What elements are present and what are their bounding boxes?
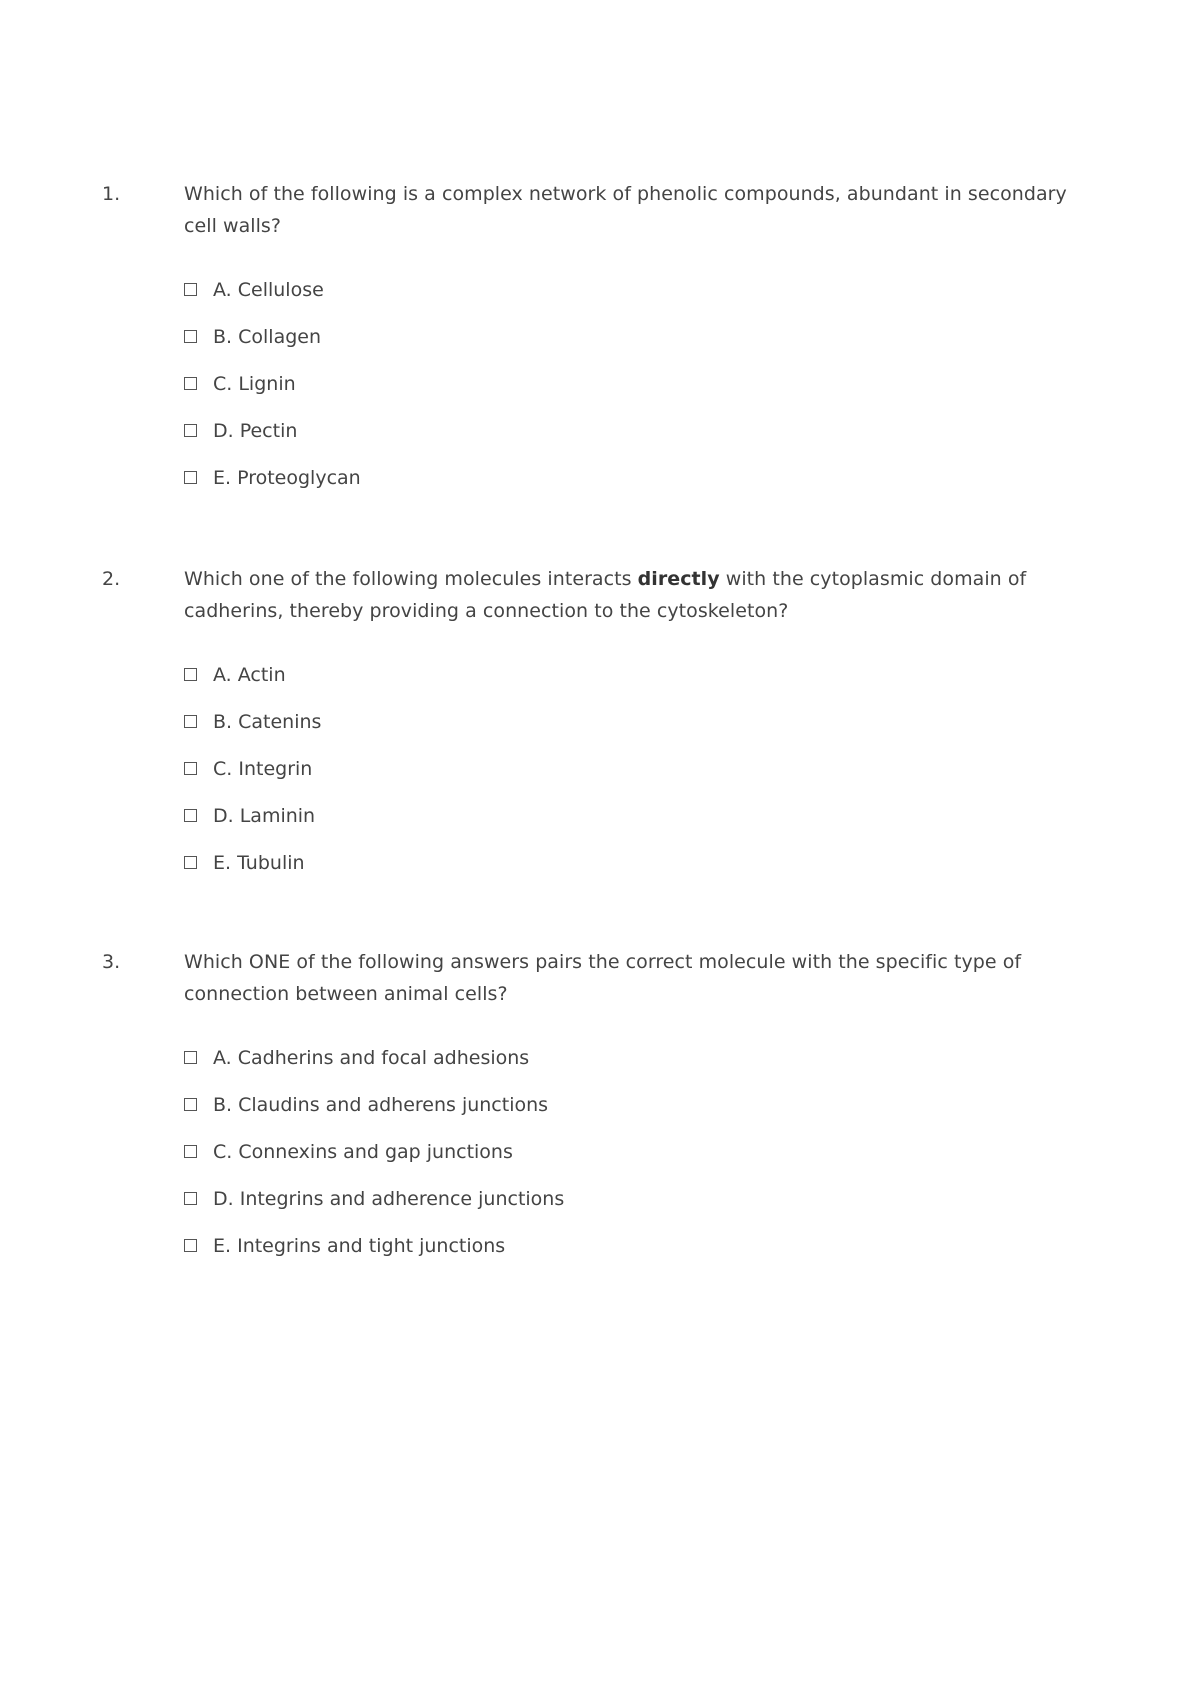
answer-option[interactable] xyxy=(184,792,1084,839)
answer-options xyxy=(184,1034,1084,1269)
checkbox-icon[interactable] xyxy=(184,283,197,296)
question-text-part: Which of the following is a complex network of phenolic compounds, abundant in secondary cell walls? xyxy=(184,183,1067,237)
checkbox-icon[interactable] xyxy=(184,330,197,343)
checkbox-icon[interactable] xyxy=(184,1051,197,1064)
checkbox-icon[interactable] xyxy=(184,1239,197,1252)
option-label: E. Proteoglycan xyxy=(213,466,361,489)
option-label: B. Collagen xyxy=(213,325,321,348)
option-label: E. Tubulin xyxy=(213,851,305,874)
answer-option[interactable] xyxy=(184,1081,1084,1128)
question-number: 2. xyxy=(102,568,121,590)
checkbox-icon[interactable] xyxy=(184,809,197,822)
option-label: D. Pectin xyxy=(213,419,298,442)
checkbox-icon[interactable] xyxy=(184,668,197,681)
option-label: D. Integrins and adherence junctions xyxy=(213,1187,565,1210)
option-label: C. Integrin xyxy=(213,757,313,780)
option-label: B. Catenins xyxy=(213,710,322,733)
checkbox-icon[interactable] xyxy=(184,1145,197,1158)
answer-option[interactable] xyxy=(184,1222,1084,1269)
answer-option[interactable] xyxy=(184,651,1084,698)
answer-option[interactable] xyxy=(184,360,1084,407)
answer-option[interactable] xyxy=(184,313,1084,360)
question-text-part: with the cytoplasmic domain of cadherins, thereby providing a connection to the cytoskeleton? xyxy=(184,568,1027,622)
question-text xyxy=(184,946,1096,1010)
option-label: C. Connexins and gap junctions xyxy=(213,1140,513,1163)
answer-option[interactable] xyxy=(184,454,1084,501)
question-text-part: Which one of the following molecules interacts xyxy=(184,568,638,590)
checkbox-icon[interactable] xyxy=(184,424,197,437)
checkbox-icon[interactable] xyxy=(184,715,197,728)
answer-option[interactable] xyxy=(184,1034,1084,1081)
answer-option[interactable] xyxy=(184,745,1084,792)
question-emphasis: directly xyxy=(637,568,720,590)
question-text xyxy=(184,563,1096,627)
answer-option[interactable] xyxy=(184,839,1084,886)
answer-option[interactable] xyxy=(184,266,1084,313)
checkbox-icon[interactable] xyxy=(184,762,197,775)
answer-option[interactable] xyxy=(184,1175,1084,1222)
question-text-part: Which ONE of the following answers pairs the correct molecule with the specific type of connection between animal cells? xyxy=(184,951,1022,1005)
checkbox-icon[interactable] xyxy=(184,471,197,484)
checkbox-icon[interactable] xyxy=(184,856,197,869)
option-label: B. Claudins and adherens junctions xyxy=(213,1093,549,1116)
answer-option[interactable] xyxy=(184,698,1084,745)
checkbox-icon[interactable] xyxy=(184,1098,197,1111)
option-label: A. Actin xyxy=(213,663,286,686)
checkbox-icon[interactable] xyxy=(184,1192,197,1205)
option-label: E. Integrins and tight junctions xyxy=(213,1234,506,1257)
answer-option[interactable] xyxy=(184,1128,1084,1175)
question-number: 3. xyxy=(102,951,121,973)
option-label: C. Lignin xyxy=(213,372,296,395)
checkbox-icon[interactable] xyxy=(184,377,197,390)
option-label: A. Cadherins and focal adhesions xyxy=(213,1046,530,1069)
answer-option[interactable] xyxy=(184,407,1084,454)
answer-options xyxy=(184,651,1084,886)
question-text xyxy=(184,178,1096,242)
option-label: A. Cellulose xyxy=(213,278,324,301)
option-label: D. Laminin xyxy=(213,804,316,827)
question-number: 1. xyxy=(102,183,121,205)
answer-options xyxy=(184,266,1084,501)
